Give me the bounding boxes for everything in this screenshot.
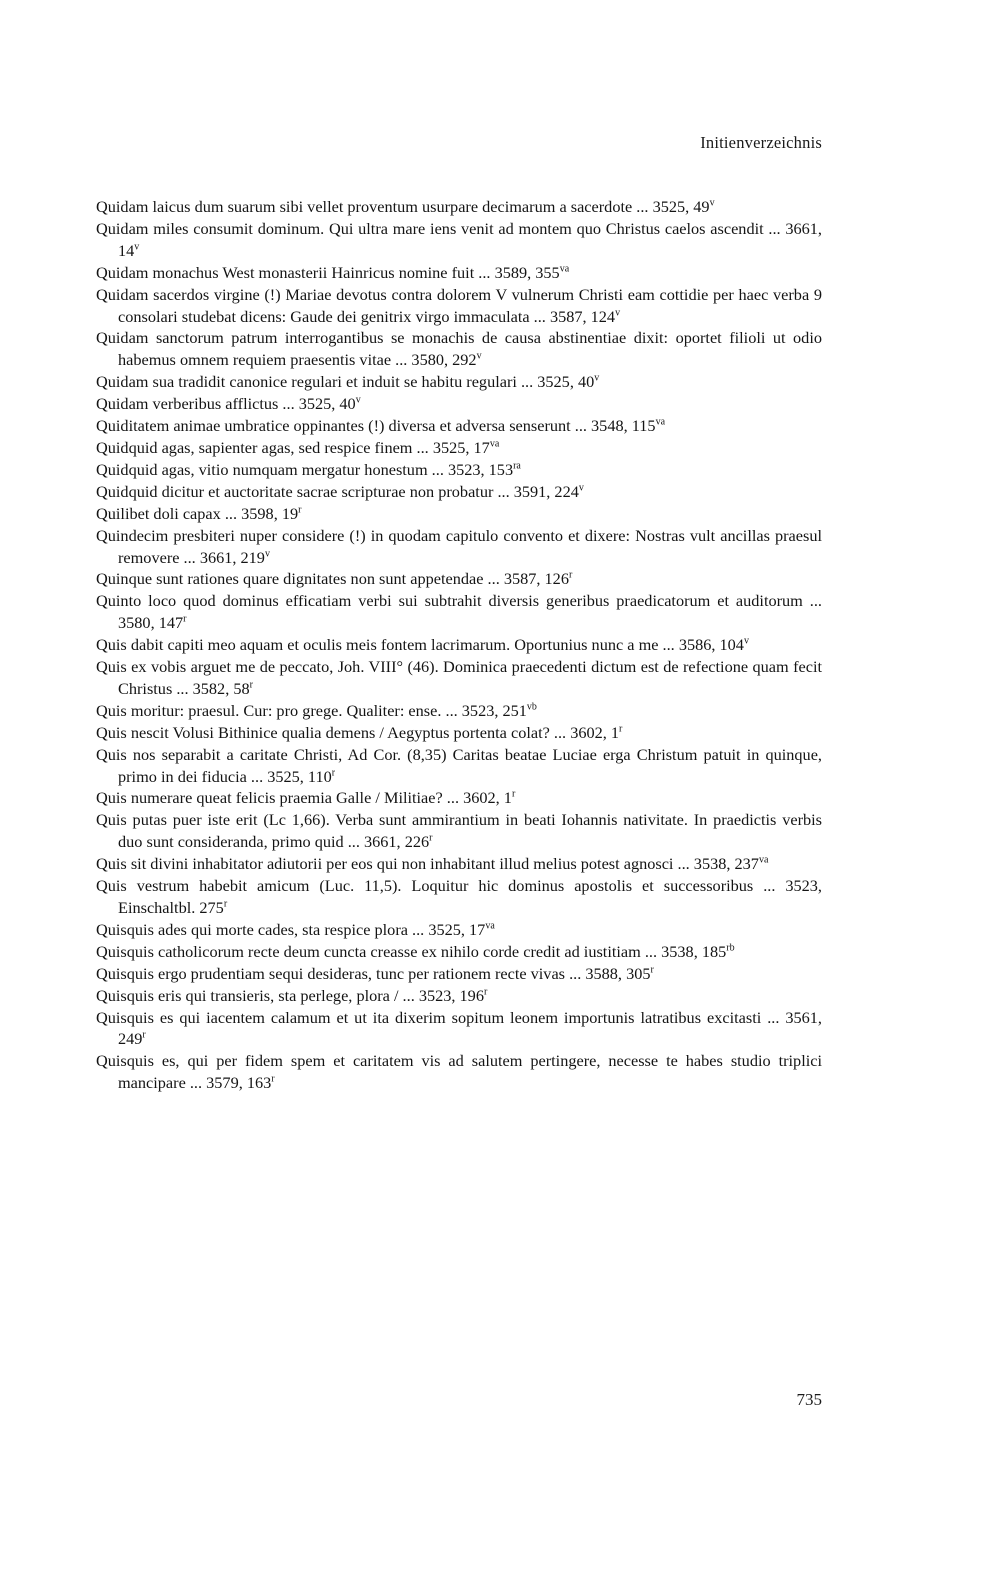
index-entry <box>96 481 822 503</box>
folio-side-superscript: r <box>223 898 228 910</box>
folio-side-superscript: va <box>758 854 769 866</box>
index-entry <box>96 919 822 941</box>
entry-text: Quisquis ades qui morte cades, sta respice plora ... 3525, 17 <box>96 919 486 939</box>
entry-text: Quiditatem animae umbratice oppinantes (!) diversa et adversa senserunt ... 3548, 115 <box>96 416 656 436</box>
index-entry <box>96 963 822 985</box>
entry-text: Quisquis es, qui per fidem spem et caritatem vis ad salutem pertingere, necesse te habes studio triplici mancipare ... 3579, 163 <box>96 1051 822 1093</box>
entry-text: Quinque sunt rationes quare dignitates non sunt appetendae ... 3587, 126 <box>96 569 569 589</box>
index-entry <box>96 809 822 853</box>
folio-side-superscript: r <box>650 964 654 976</box>
entry-text: Quidquid agas, vitio numquam mergatur honestum ... 3523, 153 <box>96 459 514 479</box>
entry-text: Quisquis ergo prudentiam sequi desideras, tunc per rationem recte vivas ... 3588, 305 <box>96 963 651 983</box>
index-entry <box>96 941 822 963</box>
index-entry <box>96 700 822 722</box>
folio-side-superscript: r <box>483 986 488 998</box>
index-entry <box>96 327 822 371</box>
folio-side-superscript: v <box>743 635 749 647</box>
entry-text: Quis moritur: praesul. Cur: pro grege. Qualiter: ense. ... 3523, 251 <box>96 700 527 720</box>
entry-text: Quidam monachus West monasterii Hainricus nomine fuit ... 3589, 355 <box>96 262 560 282</box>
entry-text: Quis vestrum habebit amicum (Luc. 11,5). Loquitur hic dominus apostolis et successoribus ... 3523, Einschaltbl. 275 <box>96 876 822 917</box>
entry-text: Quidam miles consumit dominum. Qui ultra mare iens venit ad montem quo Christus caelos ascendit ... 3661, 14 <box>96 218 822 260</box>
folio-side-superscript: r <box>142 1030 146 1042</box>
folio-side-superscript: r <box>271 1073 275 1085</box>
entry-text: Quidam sacerdos virgine (!) Mariae devotus contra dolorem V vulnerum Christi eam cottidie per haec verba 9 consolari studebat dicens: Gaude dei genitrix virgo immaculata ... 3587, 124 <box>96 284 822 326</box>
index-entry <box>96 722 822 744</box>
page-number: 735 <box>796 1390 822 1409</box>
index-entry-list <box>96 196 822 1094</box>
folio-side-superscript: va <box>489 438 500 450</box>
folio-side-superscript: r <box>331 767 336 779</box>
entry-text: Quindecim presbiteri nuper considere (!) in quodam capitulo convento et dixere: Nostras vult ancillas praesul removere ... 3661, 219 <box>96 525 822 567</box>
index-entry <box>96 262 822 284</box>
index-entry <box>96 875 822 919</box>
index-entry <box>96 787 822 809</box>
entry-text: Quis dabit capiti meo aquam et oculis meis fontem lacrimarum. Oportunius nunc a me ... 3586, 104 <box>96 635 744 655</box>
entry-text: Quidam verberibus afflictus ... 3525, 40 <box>96 394 356 414</box>
entry-text: Quis numerare queat felicis praemia Galle / Militiae? ... 3602, 1 <box>96 788 512 808</box>
folio-side-superscript: rb <box>726 942 735 954</box>
folio-side-superscript: vb <box>526 701 537 713</box>
folio-side-superscript: v <box>476 350 482 362</box>
folio-side-superscript: r <box>619 723 623 735</box>
folio-side-superscript: r <box>298 504 302 516</box>
index-entry <box>96 1050 822 1094</box>
entry-text: Quis sit divini inhabitator adiutorii per eos qui non inhabitant illud melius potest agnosci ... 3538, 237 <box>96 854 759 874</box>
index-entry <box>96 459 822 481</box>
index-entry <box>96 371 822 393</box>
folio-side-superscript: va <box>655 416 666 428</box>
index-entry <box>96 590 822 634</box>
index-entry <box>96 525 822 569</box>
index-entry <box>96 284 822 328</box>
entry-text: Quilibet doli capax ... 3598, 19 <box>96 503 299 523</box>
folio-side-superscript: r <box>183 613 187 625</box>
entry-text: Quidam laicus dum suarum sibi vellet proventum usurpare decimarum a sacerdote ... 3525, 49 <box>96 197 710 216</box>
index-entry <box>96 503 822 525</box>
folio-side-superscript: v <box>134 241 140 253</box>
folio-side-superscript: r <box>249 679 253 691</box>
folio-side-superscript: v <box>615 307 621 319</box>
folio-side-superscript: r <box>429 832 433 844</box>
index-entry <box>96 634 822 656</box>
entry-text: Quidquid agas, sapienter agas, sed respice finem ... 3525, 17 <box>96 437 490 457</box>
folio-side-superscript: r <box>511 789 516 801</box>
folio-side-superscript: r <box>568 569 573 581</box>
index-entry <box>96 853 822 875</box>
entry-text: Quinto loco quod dominus efficatiam verbi sui subtrahit diversis generibus praedicatorum et auditorum ... 3580, 147 <box>96 591 822 633</box>
folio-side-superscript: va <box>559 263 570 275</box>
folio-side-superscript: v <box>578 482 584 494</box>
index-entry <box>96 218 822 262</box>
entry-text: Quisquis es qui iacentem calamum et ut ita dixerim sopitum leonem importunis latratibus excitasti ... 3561, 249 <box>96 1007 822 1049</box>
folio-side-superscript: v <box>264 548 270 560</box>
index-entry <box>96 415 822 437</box>
index-entry <box>96 1007 822 1051</box>
folio-side-superscript: ra <box>513 460 521 472</box>
index-entry <box>96 744 822 788</box>
entry-text: Quis nos separabit a caritate Christi, Ad Cor. (8,35) Caritas beatae Luciae erga Christum patuit in quinque, primo in dei fiducia ... 3525, 110 <box>96 744 822 786</box>
index-entry <box>96 196 822 218</box>
entry-text: Quidam sanctorum patrum interrogantibus se monachis de causa abstinentiae dixit: oportet filioli ut odio habemus omnem requiem praesentis vitae ... 3580, 292 <box>96 328 822 370</box>
entry-text: Quis nescit Volusi Bithinice qualia demens / Aegyptus portenta colat? ... 3602, 1 <box>96 722 620 742</box>
folio-side-superscript: va <box>485 920 495 932</box>
folio-side-superscript: v <box>355 394 361 406</box>
index-entry <box>96 985 822 1007</box>
entry-text: Quis ex vobis arguet me de peccato, Joh. VIII° (46). Dominica praecedenti dictum est de refectione quam fecit Christus ... 3582, 58 <box>96 657 822 698</box>
entry-text: Quisquis catholicorum recte deum cuncta creasse ex nihilo corde credit ad iustitiam ... 3538, 185 <box>96 941 727 961</box>
entry-text: Quidam sua tradidit canonice regulari et induit se habitu regulari ... 3525, 40 <box>96 372 595 392</box>
running-head: Initienverzeichnis <box>700 133 822 152</box>
index-entry <box>96 393 822 415</box>
entry-text: Quisquis eris qui transieris, sta perlege, plora / ... 3523, 196 <box>96 985 484 1005</box>
index-entry <box>96 656 822 700</box>
entry-text: Quis putas puer iste erit (Lc 1,66). Verba sunt ammirantium in beati Iohannis nativitate. In praedictis verbis duo sunt consideranda, primo quid ... 3661, 226 <box>96 810 822 852</box>
index-entry <box>96 568 822 590</box>
entry-text: Quidquid dicitur et auctoritate sacrae scripturae non probatur ... 3591, 224 <box>96 481 579 501</box>
folio-side-superscript: v <box>709 197 715 209</box>
index-entry <box>96 437 822 459</box>
folio-side-superscript: v <box>594 372 600 384</box>
